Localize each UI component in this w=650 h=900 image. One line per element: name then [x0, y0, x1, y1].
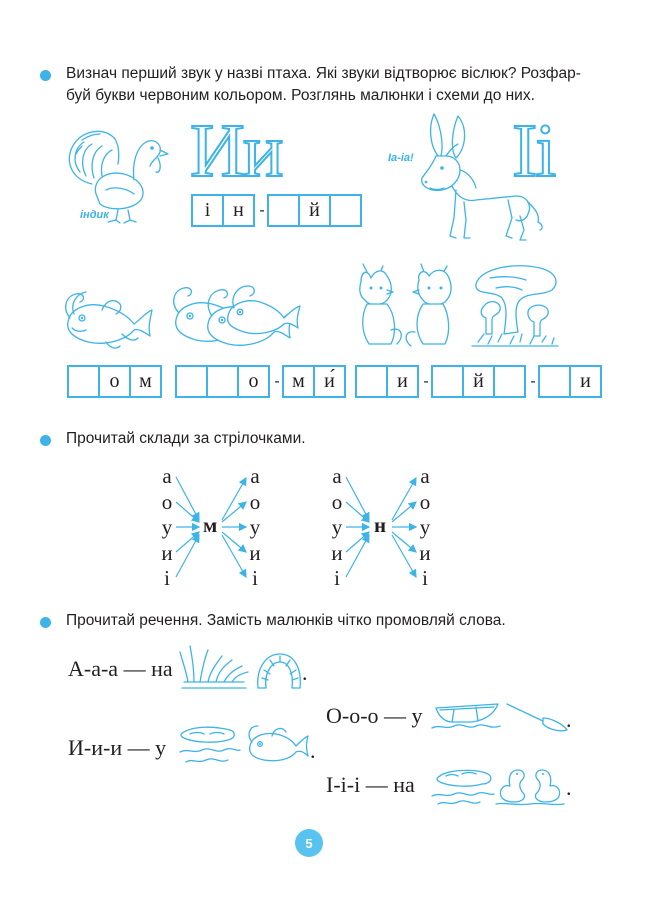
task3-instruction: Прочитай речення. Замість малюнків чітко промовляй слова. — [66, 612, 506, 629]
scheme-separator: - — [274, 372, 280, 390]
consonant-m: м — [203, 513, 218, 537]
vowel: і — [252, 566, 258, 590]
sentence-i: І-і-і — на — [326, 772, 415, 797]
vowel: о — [249, 489, 261, 514]
scheme-cell: о — [237, 365, 270, 398]
caption-donkey: Іа-іа! — [388, 152, 414, 164]
sentence-y: И-и-и — у — [68, 735, 167, 760]
vowel: а — [332, 464, 342, 488]
vowel: у — [331, 515, 343, 539]
vowel: и — [161, 540, 173, 565]
scheme-cell: й — [462, 365, 495, 398]
sentence-o: О-о-о — у — [326, 703, 423, 728]
vowel: о — [161, 489, 173, 514]
vowel: у — [161, 515, 173, 539]
scheme-cell: о — [98, 365, 131, 398]
period-3: . — [310, 738, 316, 763]
island-illustration — [432, 766, 494, 806]
wreath-illustration — [254, 648, 304, 692]
catfish-small-illustration — [246, 722, 310, 768]
scheme-cell: й — [298, 194, 331, 227]
scheme-cell: і — [191, 194, 224, 227]
period-1: . — [302, 660, 308, 685]
scheme-cell: и — [569, 365, 602, 398]
silt-illustration — [178, 724, 242, 768]
vowel: о — [419, 489, 431, 514]
scheme-separator: - — [530, 372, 536, 390]
vowel-column-right-2 — [418, 464, 432, 592]
scheme-cell: н — [222, 194, 255, 227]
task2-instruction: Прочитай склади за стрілочками. — [66, 430, 306, 447]
period-2: . — [566, 707, 572, 732]
oar-illustration — [505, 700, 569, 734]
sentence-a: А-а-а — на — [68, 656, 173, 681]
vowel: у — [419, 515, 431, 539]
scheme-cell: и́ — [313, 365, 346, 398]
vowel: и — [331, 540, 343, 565]
vowel: о — [331, 489, 343, 514]
page-number: 5 — [295, 829, 323, 857]
task1-line2: буй букви червоним кольором. Розглянь малюнки і схеми до них. — [66, 87, 535, 104]
vowel: у — [249, 515, 261, 539]
vowel: і — [422, 566, 428, 590]
vowel: и — [419, 540, 431, 565]
big-letters-i: Іі — [512, 109, 555, 193]
scheme-cell: м — [282, 365, 315, 398]
vowel: а — [162, 464, 172, 488]
caption-turkey: індик — [80, 209, 109, 221]
vowel: і — [164, 566, 170, 590]
task1-line1: Визнач перший звук у назві птаха. Які звуки відтворює віслюк? Розфар- — [66, 65, 581, 82]
swans-illustration — [496, 764, 564, 806]
vowel: і — [334, 566, 340, 590]
scheme-separator: - — [423, 372, 429, 390]
scheme-cell: и — [386, 365, 419, 398]
vowel-column-left-2 — [330, 464, 344, 592]
vowel: и — [249, 540, 261, 565]
period-4: . — [566, 775, 572, 800]
vowel: а — [250, 464, 260, 488]
big-letters-y: Ии — [190, 109, 282, 193]
reeds-illustration — [178, 642, 250, 692]
boat-illustration — [432, 696, 502, 732]
vowel: а — [420, 464, 430, 488]
scheme-separator: - — [259, 201, 265, 219]
scheme-cell: м — [129, 365, 162, 398]
bullet-task-3 — [40, 617, 51, 628]
consonant-n: н — [374, 513, 387, 537]
